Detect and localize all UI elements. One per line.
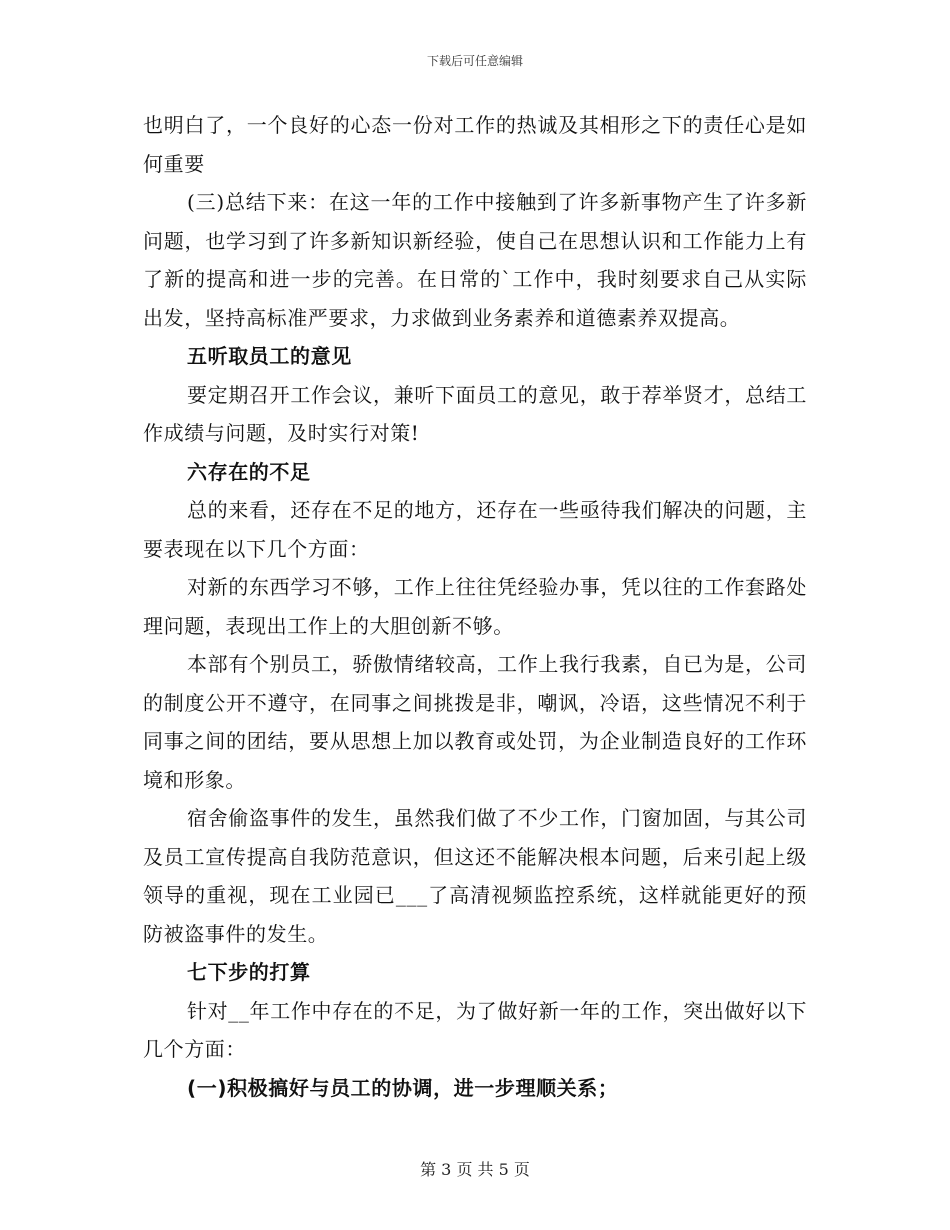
paragraph-plans-intro: 针对__年工作中存在的不足，为了做好新一年的工作，突出做好以下几个方面：	[143, 998, 807, 1061]
section-heading-six: 六存在的不足	[187, 459, 311, 484]
paragraph-learning: 对新的东西学习不够，工作上往往凭经验办事，凭以往的工作套路处理问题，表现出工作上的大胆创新不够。	[143, 575, 807, 638]
paragraph-staff-behavior: 本部有个别员工，骄傲情绪较高，工作上我行我素，自已为是，公司的制度公开不遵守，在同事之间挑拨是非，嘲讽，冷语，这些情况不利于同事之间的团结，要从思想上加以教育或处罚，为企业制造良好的工作环境和形象。	[143, 652, 807, 792]
paragraph-shortcomings-intro: 总的来看，还存在不足的地方，还存在一些亟待我们解决的问题，主要表现在以下几个方面：	[143, 498, 807, 561]
subsection-heading-one: (一)积极搞好与员工的协调，进一步理顺关系；	[187, 1075, 619, 1100]
paragraph-theft: 宿舍偷盗事件的发生，虽然我们做了不少工作，门窗加固，与其公司及员工宣传提高自我防范意识，但这还不能解决根本问题，后来引起上级领导的重视，现在工业园已___了高清视频监控系统，这样就能更好的预防被盗事件的发生。	[143, 806, 807, 946]
page-header: 下载后可任意编辑	[426, 54, 523, 68]
page-footer: 第 3 页 共 5 页	[420, 1160, 530, 1179]
section-heading-five: 五听取员工的意见	[187, 344, 352, 368]
paragraph-meetings: 要定期召开工作会议，兼听下面员工的意见，敢于荐举贤才，总结工作成绩与问题，及时实行对策!	[143, 382, 807, 445]
section-heading-seven: 七下步的打算	[187, 960, 311, 984]
paragraph-continuation: 也明白了，一个良好的心态一份对工作的热诚及其相形之下的责任心是如何重要	[143, 113, 807, 176]
paragraph-summary: (三)总结下来：在这一年的工作中接触到了许多新事物产生了许多新问题，也学习到了许多新知识新经验，使自己在思想认识和工作能力上有了新的提高和进一步的完善。在日常的`工作中，我时刻要求自己从实际出发，坚持高标准严要求，力求做到业务素养和道德素养双提高。	[143, 190, 807, 330]
document-body	[143, 106, 807, 1107]
